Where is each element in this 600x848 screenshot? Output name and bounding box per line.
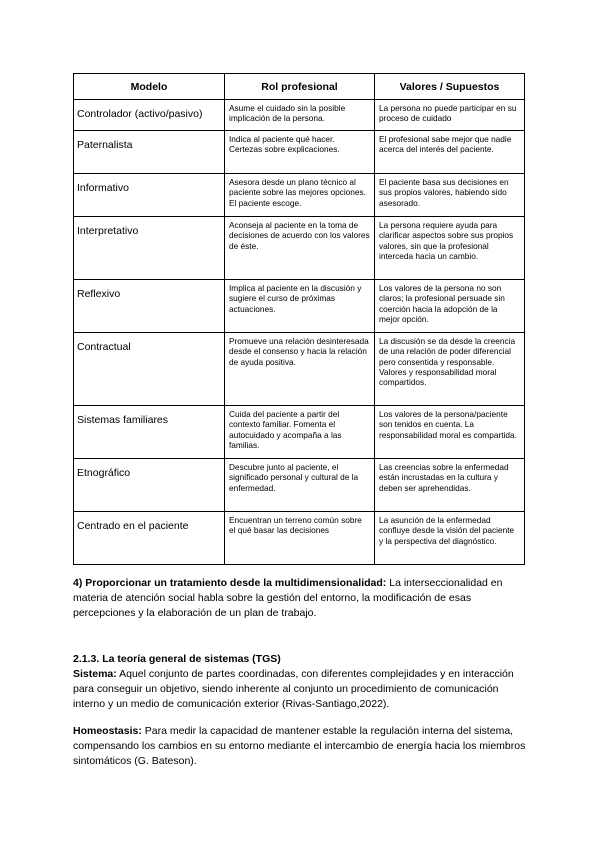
table-row — [74, 333, 525, 406]
header-valores-supuestos: Valores / Supuestos — [375, 74, 525, 100]
cell-valores: Los valores de la persona/paciente son tenidos en cuenta. La responsabilidad moral es compartida. — [375, 406, 525, 459]
header-rol-profesional: Rol profesional — [225, 74, 375, 100]
cell-rol: Promueve una relación desinteresada desde el consenso y hacia la relación de ayuda positiva. — [225, 333, 375, 406]
cell-valores: La discusión se da desde la creencia de una relación de poder diferencial pero consentida y responsable. Valores y responsabilidad moral compartidos. — [375, 333, 525, 406]
table-row — [74, 512, 525, 565]
cell-rol: Implica al paciente en la discusión y sugiere el curso de próximas actuaciones. — [225, 280, 375, 333]
cell-modelo: Centrado en el paciente — [74, 512, 225, 565]
table-row — [74, 131, 525, 174]
cell-valores: Las creencias sobre la enfermedad están incrustadas en la cultura y deben ser aprehendidas. — [375, 459, 525, 512]
sistema-text: Aquel conjunto de partes coordinadas, con diferentes complejidades y en interacción para conseguir un objetivo, siendo inherente al conjunto un procedimiento de comunicación interno y un medio de comunicación exterior (Rivas-Santiago,2022). — [73, 668, 514, 710]
cell-modelo: Controlador (activo/pasivo) — [74, 100, 225, 131]
cell-valores: La persona no puede participar en su proceso de cuidado — [375, 100, 525, 131]
table-row — [74, 406, 525, 459]
section4-text: La interseccionalidad en materia de atención social habla sobre la gestión del entorno, la modificación de esas percepciones y la elaboración de un plan de trabajo. — [73, 577, 503, 619]
cell-rol: Descubre junto al paciente, el significado personal y cultural de la enfermedad. — [225, 459, 375, 512]
cell-modelo: Interpretativo — [74, 217, 225, 280]
table-row — [74, 459, 525, 512]
section4-bold: 4) Proporcionar un tratamiento desde la multidimensionalidad: — [73, 577, 387, 589]
cell-modelo: Contractual — [74, 333, 225, 406]
section-heading: 2.1.3. La teoría general de sistemas (TGS) — [73, 653, 281, 665]
sistema-bold: Sistema: — [73, 668, 117, 680]
table-row — [74, 174, 525, 217]
cell-valores: La persona requiere ayuda para clarificar aspectos sobre sus propios valores, sin que la profesional interceda hacia un cambio. — [375, 217, 525, 280]
cell-rol: Cuida del paciente a partir del contexto familiar. Fomenta el autocuidado y acompaña a las familias. — [225, 406, 375, 459]
cell-valores: El paciente basa sus decisiones en sus propios valores, habiendo sido asesorado. — [375, 174, 525, 217]
table-header-row — [74, 74, 525, 100]
section4-paragraph — [73, 576, 529, 621]
cell-rol: Asesora desde un plano técnico al paciente sobre las mejores opciones. El paciente escoge. — [225, 174, 375, 217]
cell-valores: Los valores de la persona no son claros; la profesional persuade sin coerción hacia la adopción de la mejor opción. — [375, 280, 525, 333]
header-modelo: Modelo — [74, 74, 225, 100]
cell-rol: Aconseja al paciente en la toma de decisiones de acuerdo con los valores de éste. — [225, 217, 375, 280]
cell-modelo: Etnográfico — [74, 459, 225, 512]
cell-rol: Asume el cuidado sin la posible implicación de la persona. — [225, 100, 375, 131]
homeostasis-paragraph — [73, 724, 529, 769]
cell-rol: Indica al paciente qué hacer. Certezas sobre explicaciones. — [225, 131, 375, 174]
cell-modelo: Paternalista — [74, 131, 225, 174]
cell-valores: El profesional sabe mejor que nadie acerca del interés del paciente. — [375, 131, 525, 174]
cell-valores: La asunción de la enfermedad confluye desde la visión del paciente y la perspectiva del diagnóstico. — [375, 512, 525, 565]
homeostasis-text: Para medir la capacidad de mantener estable la regulación interna del sistema, compensando los cambios en su entorno mediante el intercambio de energía hacia los miembros sintomáticos (G. Bateson). — [73, 725, 526, 767]
cell-modelo: Informativo — [74, 174, 225, 217]
table-row — [74, 100, 525, 131]
cell-modelo: Reflexivo — [74, 280, 225, 333]
table-row — [74, 280, 525, 333]
table-row — [74, 217, 525, 280]
homeostasis-bold: Homeostasis: — [73, 725, 142, 737]
models-table — [73, 73, 525, 565]
cell-rol: Encuentran un terreno común sobre el qué basar las decisiones — [225, 512, 375, 565]
cell-modelo: Sistemas familiares — [74, 406, 225, 459]
sistema-paragraph — [73, 667, 529, 712]
